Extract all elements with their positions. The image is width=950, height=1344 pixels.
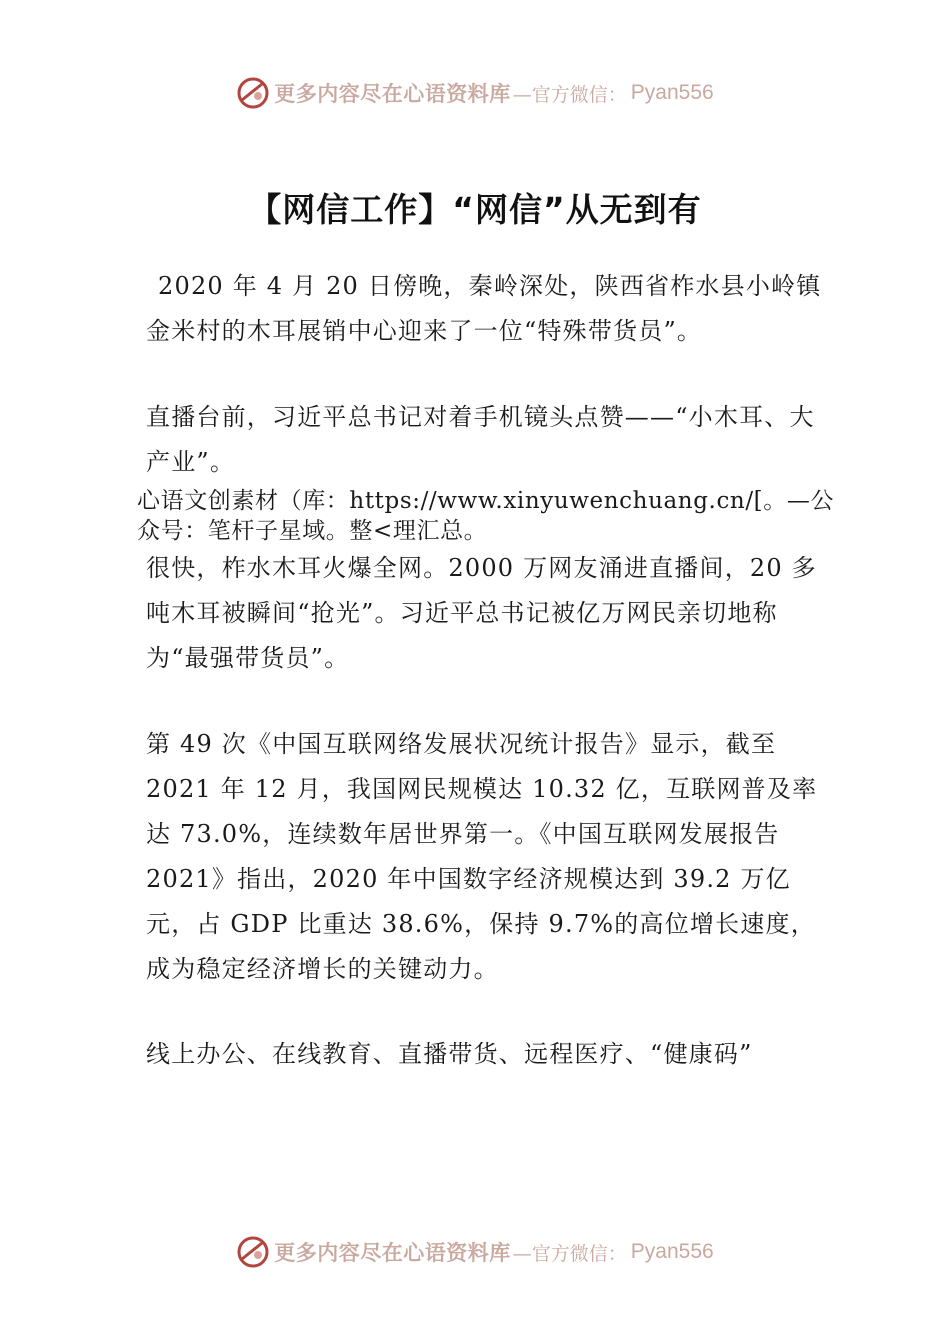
logo-icon (236, 1235, 270, 1269)
paragraph-5: 线上办公、在线教育、直播带货、远程医疗、“健康码” (146, 1040, 753, 1068)
logo-icon (236, 76, 270, 110)
header-tail-text: —官方微信： (512, 83, 627, 106)
header-wechat-id: Pyan556 (630, 81, 714, 104)
header-banner (0, 73, 950, 113)
paragraph-4: 第 49 次《中国互联网络发展状况统计报告》显示，截至 2021 年 12 月，我国网民规模达 10.32 亿，互联网普及率达 73.0%，连续数年居世界第一。《中国互联网发展报告 2021》指出，2020 年中国数字经济规模达到 39.2 万亿元，占 GDP 比重达 38.6%，保持 9.7%的高位增长速度，成为稳定经济增长的关键动力。 (146, 730, 818, 983)
footer-wechat-id: Pyan556 (630, 1240, 714, 1263)
footer-banner (0, 1232, 950, 1272)
source-note: 心语文创素材（库：https://www.xinyuwenchuang.cn/[。—公众号：笔杆子星域。整<理汇总。 (137, 488, 835, 544)
document-title: 【网信工作】“网信”从无到有 (248, 190, 702, 230)
paragraph-3: 很快，柞水木耳火爆全网。2000 万网友涌进直播间，20 多吨木耳被瞬间“抢光”。习近平总书记被亿万网民亲切地称为“最强带货员”。 (146, 554, 817, 672)
header-lead-text: 更多内容尽在心语资料库 (274, 81, 511, 106)
paragraph-1: 2020 年 4 月 20 日傍晚，秦岭深处，陕西省柞水县小岭镇金米村的木耳展销中心迎来了一位“特殊带货员”。 (146, 272, 822, 345)
paragraph-2: 直播台前，习近平总书记对着手机镜头点赞——“小木耳、大产业”。 (146, 403, 815, 476)
footer-tail-text: —官方微信： (512, 1242, 627, 1265)
footer-lead-text: 更多内容尽在心语资料库 (274, 1240, 511, 1265)
